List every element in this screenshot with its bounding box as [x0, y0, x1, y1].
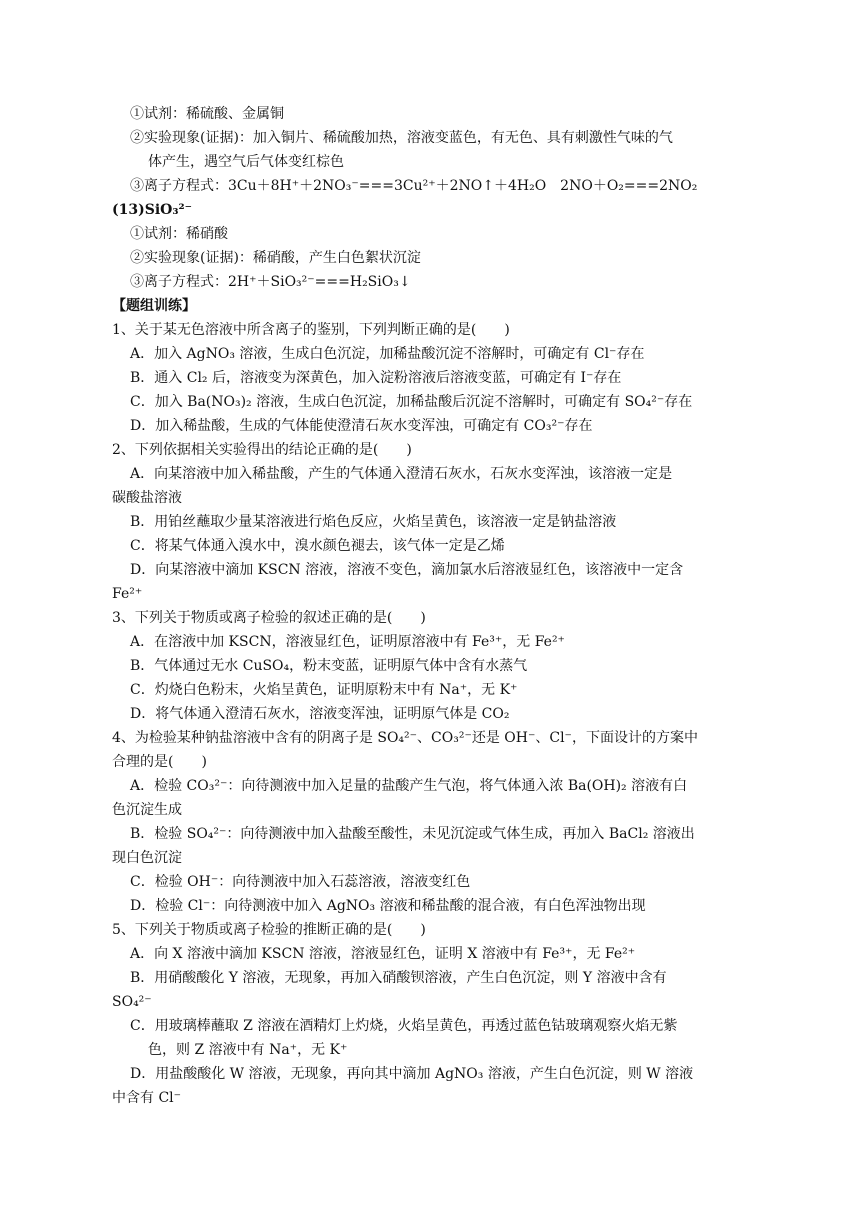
option-line: C．检验 OH⁻：向待测液中加入石蕊溶液，溶液变红色	[130, 874, 471, 890]
option-line: D．加入稀盐酸，生成的气体能使澄清石灰水变浑浊，可确定有 CO₃²⁻存在	[130, 418, 593, 434]
option-line: A．检验 CO₃²⁻：向待测液中加入足量的盐酸产生气泡，将气体通入浓 Ba(OH)₂ 溶液有白	[130, 778, 688, 794]
option-line: A．向 X 溶液中滴加 KSCN 溶液，溶液显红色，证明 X 溶液中有 Fe³⁺，无 Fe²⁺	[130, 946, 636, 962]
text-line: ③离子方程式：2H⁺＋SiO₃²⁻===H₂SiO₃↓	[130, 274, 411, 290]
question-stem: 5、下列关于物质或离子检验的推断正确的是( )	[112, 922, 426, 938]
option-line: C．将某气体通入溴水中，溴水颜色褪去，该气体一定是乙烯	[130, 538, 505, 554]
option-line: SO₄²⁻	[112, 994, 152, 1010]
question-stem: 3、下列关于物质或离子检验的叙述正确的是( )	[112, 610, 426, 626]
option-line: A．在溶液中加 KSCN，溶液显红色，证明原溶液中有 Fe³⁺，无 Fe²⁺	[130, 634, 565, 650]
question-stem: 1、关于某无色溶液中所含离子的鉴别，下列判断正确的是( )	[112, 322, 510, 338]
option-line: C．加入 Ba(NO₃)₂ 溶液，生成白色沉淀，加稀盐酸后沉淀不溶解时，可确定有 SO₄²⁻存在	[130, 394, 693, 410]
option-line: 碳酸盐溶液	[112, 490, 182, 506]
option-line: 色沉淀生成	[112, 802, 182, 818]
option-line: 色，则 Z 溶液中有 Na⁺，无 K⁺	[148, 1042, 348, 1058]
option-line: 中含有 Cl⁻	[112, 1090, 182, 1106]
option-line: C．用玻璃棒蘸取 Z 溶液在酒精灯上灼烧，火焰呈黄色，再透过蓝色钴玻璃观察火焰无紫	[130, 1018, 678, 1034]
text-line: ③离子方程式：3Cu＋8H⁺＋2NO₃⁻===3Cu²⁺＋2NO↑＋4H₂O 2NO＋O₂===2NO₂	[130, 178, 698, 194]
option-line: B．通入 Cl₂ 后，溶液变为深黄色，加入淀粉溶液后溶液变蓝，可确定有 I⁻存在	[130, 370, 622, 386]
text-line: ①试剂：稀硝酸	[130, 226, 228, 242]
option-line: D．将气体通入澄清石灰水，溶液变浑浊，证明原气体是 CO₂	[130, 706, 510, 722]
section-heading: (13)SiO₃²⁻	[112, 202, 193, 218]
question-stem: 4、为检验某种钠盐溶液中含有的阴离子是 SO₄²⁻、CO₃²⁻还是 OH⁻、Cl⁻，下面设计的方案中	[112, 730, 698, 746]
text-line: ②实验现象(证据)：稀硝酸，产生白色絮状沉淀	[130, 250, 421, 266]
option-line: D．用盐酸酸化 W 溶液，无现象，再向其中滴加 AgNO₃ 溶液，产生白色沉淀，则 W 溶液	[130, 1066, 694, 1082]
option-line: B．用硝酸酸化 Y 溶液，无现象，再加入硝酸钡溶液，产生白色沉淀，则 Y 溶液中含有	[130, 970, 667, 986]
option-line: Fe²⁺	[112, 586, 143, 602]
question-stem: 2、下列依据相关实验得出的结论正确的是( )	[112, 442, 412, 458]
option-line: D．检验 Cl⁻：向待测液中加入 AgNO₃ 溶液和稀盐酸的混合液，有白色浑浊物出现	[130, 898, 646, 914]
text-line: 体产生，遇空气后气体变红棕色	[148, 154, 344, 170]
option-line: B．气体通过无水 CuSO₄，粉末变蓝，证明原气体中含有水蒸气	[130, 658, 528, 674]
option-line: 现白色沉淀	[112, 850, 182, 866]
option-line: C．灼烧白色粉末，火焰呈黄色，证明原粉末中有 Na⁺，无 K⁺	[130, 682, 518, 698]
option-line: B．检验 SO₄²⁻：向待测液中加入盐酸至酸性，未见沉淀或气体生成，再加入 BaCl₂ 溶液出	[130, 826, 695, 842]
question-stem: 合理的是( )	[112, 754, 207, 770]
option-line: A．加入 AgNO₃ 溶液，生成白色沉淀，加稀盐酸沉淀不溶解时，可确定有 Cl⁻存在	[130, 346, 645, 362]
option-line: B．用铂丝蘸取少量某溶液进行焰色反应，火焰呈黄色，该溶液一定是钠盐溶液	[130, 514, 617, 530]
option-line: D．向某溶液中滴加 KSCN 溶液，溶液不变色，滴加氯水后溶液显红色，该溶液中一定含	[130, 562, 684, 578]
text-line: ①试剂：稀硫酸、金属铜	[130, 106, 284, 122]
text-line: ②实验现象(证据)：加入铜片、稀硫酸加热，溶液变蓝色，有无色、具有刺激性气味的气	[130, 130, 673, 146]
section-heading: 【题组训练】	[112, 298, 196, 314]
option-line: A．向某溶液中加入稀盐酸，产生的气体通入澄清石灰水，石灰水变浑浊，该溶液一定是	[130, 466, 673, 482]
